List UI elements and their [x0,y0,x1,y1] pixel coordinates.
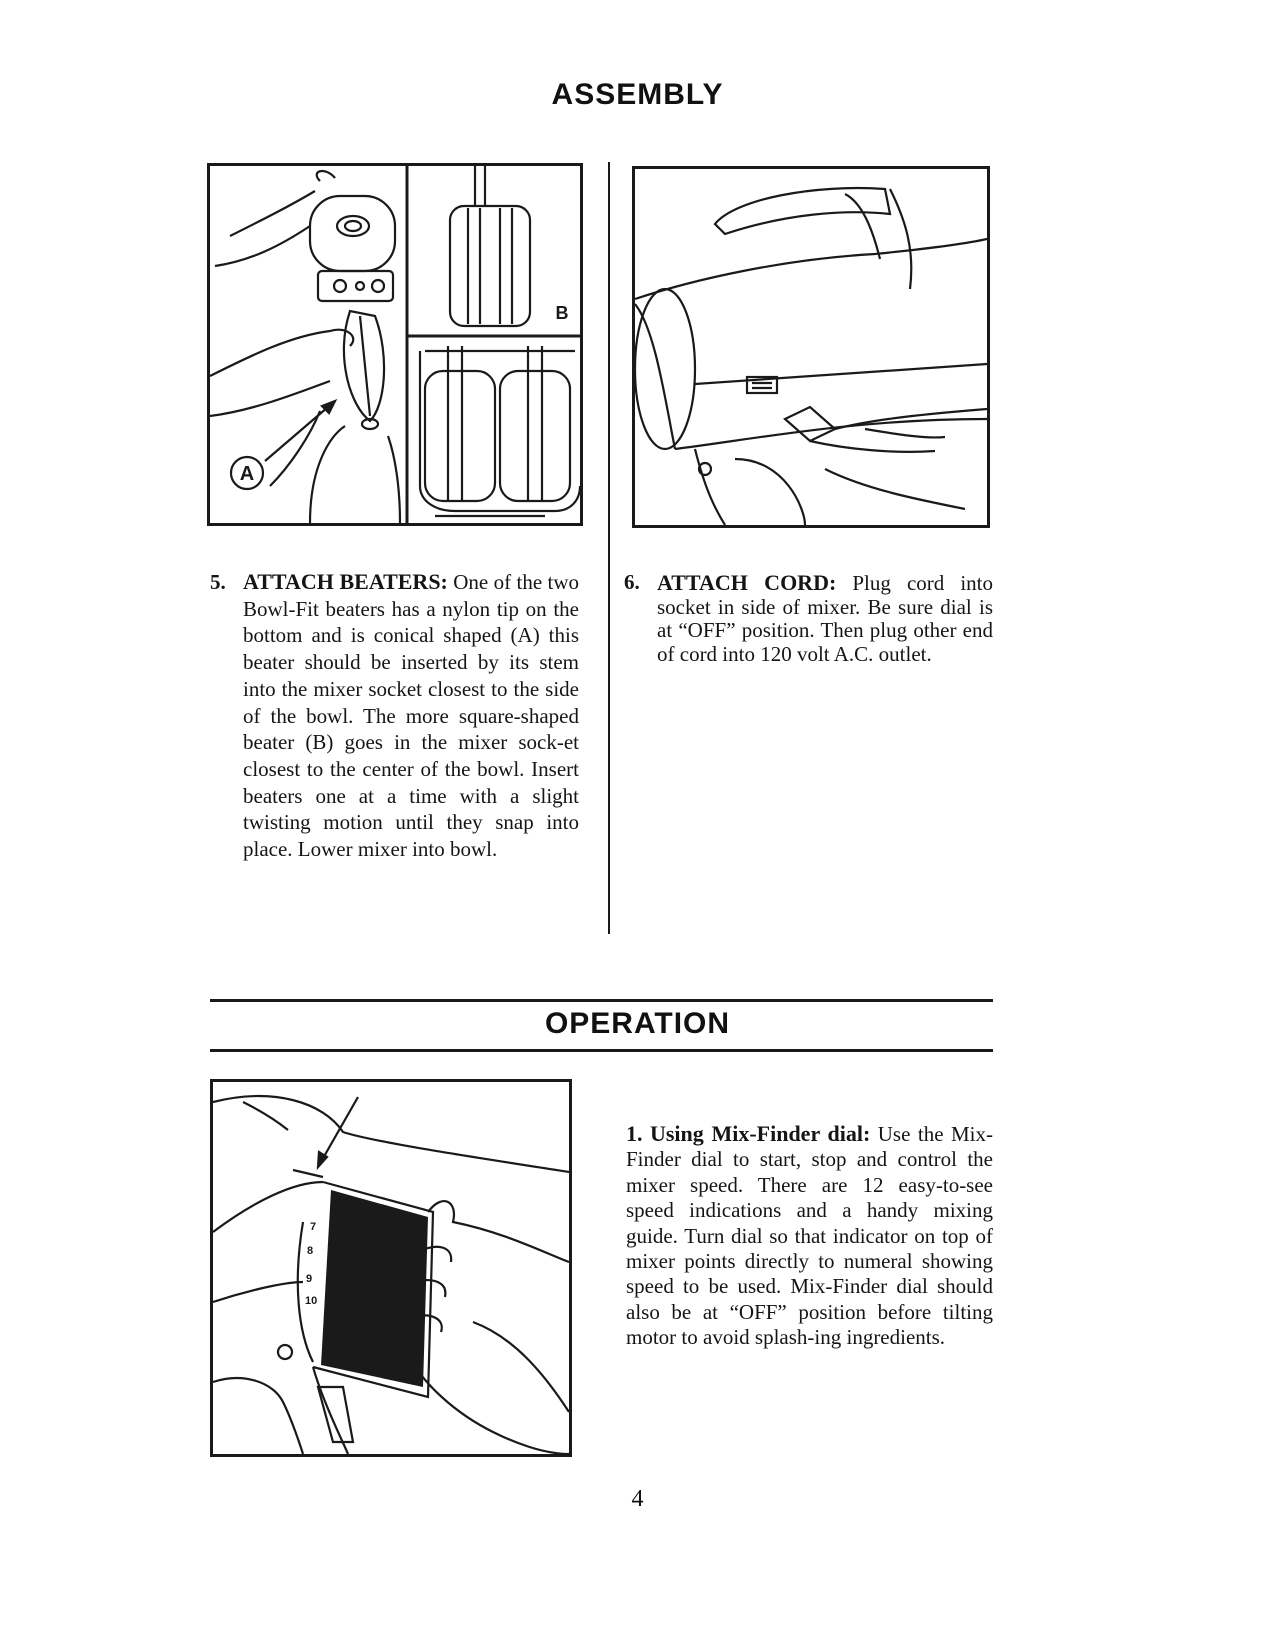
step-5-body: One of the two Bowl-Fit beaters has a nylon tip on the bottom and is conical shaped (A) this beater should be inserted by its stem into the mixer socket closest to the side of the bowl. The more square-shaped beater (B) goes in the mixer sock-et closest to the center of the bowl. Insert beaters one at a time with a slight twisting motion until they snap into place. Lower mixer into bowl. [243,570,580,862]
dial-number-9: 9 [306,1273,313,1285]
beaters-illustration [210,166,580,523]
step-5-number: 5. [210,570,226,594]
dial-number-10: 10 [305,1295,318,1307]
beater-a-label: A [239,463,255,485]
dial-illustration [213,1082,569,1454]
dial-number-8: 8 [307,1245,314,1257]
step-6-title: ATTACH CORD: [657,570,837,595]
operation-top-rule [210,999,993,1002]
beater-b-label: B [555,303,569,323]
operation-bottom-rule [210,1049,993,1052]
operation-heading: OPERATION [544,1007,731,1040]
operation-step-1-text [626,1121,993,1351]
figure-attach-cord [632,166,990,528]
cord-illustration [635,169,987,525]
step-6-text [624,570,993,666]
step-5-text [210,569,580,863]
operation-step-1-body: Use the Mix-Finder dial to start, stop and control the mixer speed. There are 12 easy-to-see speed indications and a handy mixing guide. Turn dial so that indicator on top of mixer points directly to numeral showing speed to be used. Mix-Finder dial should also be at “OFF” position before tilting motor to avoid splash-ing ingredients. [626,1122,993,1350]
figure-attach-beaters [207,163,583,526]
dial-number-7: 7 [310,1221,317,1233]
figure-mix-finder-dial [210,1079,572,1457]
operation-step-1-title: Using Mix-Finder dial: [649,1121,871,1146]
operation-step-1-number: 1. [626,1121,643,1146]
column-divider [608,162,610,934]
step-5-title: ATTACH BEATERS: [243,569,448,594]
page-number: 4 [631,1486,644,1512]
assembly-heading: ASSEMBLY [551,78,724,111]
step-6-number: 6. [624,570,640,594]
dial-band [321,1190,428,1387]
step-6-body: Plug cord into socket in side of mixer. Be sure dial is at “OFF” position. Then plug other end of cord into 120 volt A.C. outlet. [657,571,993,666]
